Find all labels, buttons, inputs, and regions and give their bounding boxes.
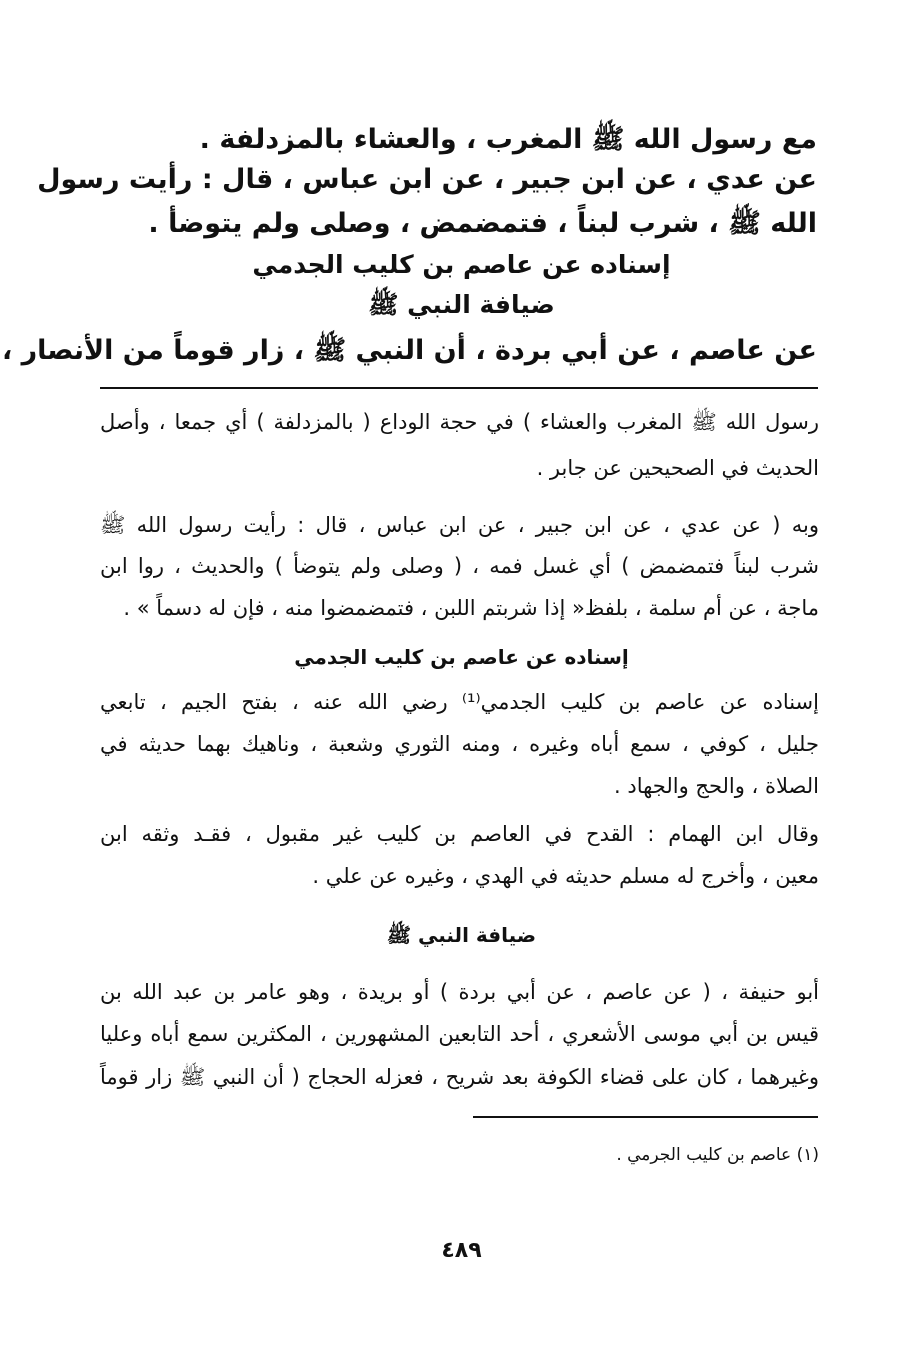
commentary-line: جليل ، كوفي ، سمع أباه وغيره ، ومنه الثوري وشعبة ، وناهيك بهما حديثه في <box>100 732 819 756</box>
commentary-line: أبو حنيفة ، ( عن عاصم ، عن أبي بردة ) أو بريدة ، وهو عامر بن عبد الله بن <box>100 980 819 1004</box>
commentary-line: ماجة ، عن أم سلمة ، بلفظ« إذا شربتم اللبن ، فتمضمضوا منه ، فإن له دسماً » . <box>123 596 819 620</box>
commentary-line: رسول الله ﷺ المغرب والعشاء ) في حجة الوداع ( بالمزدلفة ) أي جمعا ، وأصل <box>100 410 819 434</box>
commentary-line: وقال ابن الهمام : القدح في العاصم بن كليب غير مقبول ، فقـد وثقه ابن <box>100 822 819 846</box>
footnote-rule <box>473 1116 818 1118</box>
commentary-line: الصلاة ، والحج والجهاد . <box>614 774 819 798</box>
commentary-heading: إسناده عن عاصم بن كليب الجدمي <box>294 645 629 669</box>
footnote: (١) عاصم بن كليب الجرمي . <box>616 1145 819 1165</box>
main-heading: إسناده عن عاصم بن كليب الجدمي <box>252 250 671 279</box>
separator-rule <box>100 387 818 389</box>
main-heading: ضيافة النبي ﷺ <box>368 290 555 319</box>
main-text-line: عن عاصم ، عن أبي بردة ، أن النبي ﷺ ، زار قوماً من الأنصار ، <box>1 335 817 366</box>
main-text-line: عن عدي ، عن ابن جبير ، عن ابن عباس ، قال : رأيت رسول <box>37 164 817 195</box>
commentary-line: وبه ( عن عدي ، عن ابن جبير ، عن ابن عباس ، قال : رأيت رسول الله ﷺ <box>100 513 819 537</box>
commentary-line: شرب لبناً فتمضمض ) أي غسل فمه ، ( وصلى ولم يتوضأ ) والحديث ، روا ابن <box>100 554 819 578</box>
commentary-line: معين ، وأخرج له مسلم حديثه في الهدي ، وغيره عن علي . <box>312 864 819 888</box>
commentary-line: قيس بن أبي موسى الأشعري ، أحد التابعين المشهورين ، المكثرين سمع أباه وعليا <box>100 1022 819 1046</box>
page-number: ٤٨٩ <box>441 1238 482 1263</box>
main-text-line: مع رسول الله ﷺ المغرب ، والعشاء بالمزدلفة . <box>199 124 817 155</box>
commentary-line: وغيرهما ، كان على قضاء الكوفة بعد شريح ، فعزله الحجاج ( أن النبي ﷺ زار قوماً <box>100 1065 819 1089</box>
commentary-line: إسناده عن عاصم بن كليب الجدمي⁽¹⁾ رضي الله عنه ، بفتح الجيم ، تابعي <box>100 690 819 714</box>
main-text-line: الله ﷺ ، شرب لبناً ، فتمضمض ، وصلى ولم يتوضأ . <box>148 208 817 239</box>
commentary-line: الحديث في الصحيحين عن جابر . <box>536 456 819 480</box>
commentary-heading: ضيافة النبي ﷺ <box>386 923 537 947</box>
